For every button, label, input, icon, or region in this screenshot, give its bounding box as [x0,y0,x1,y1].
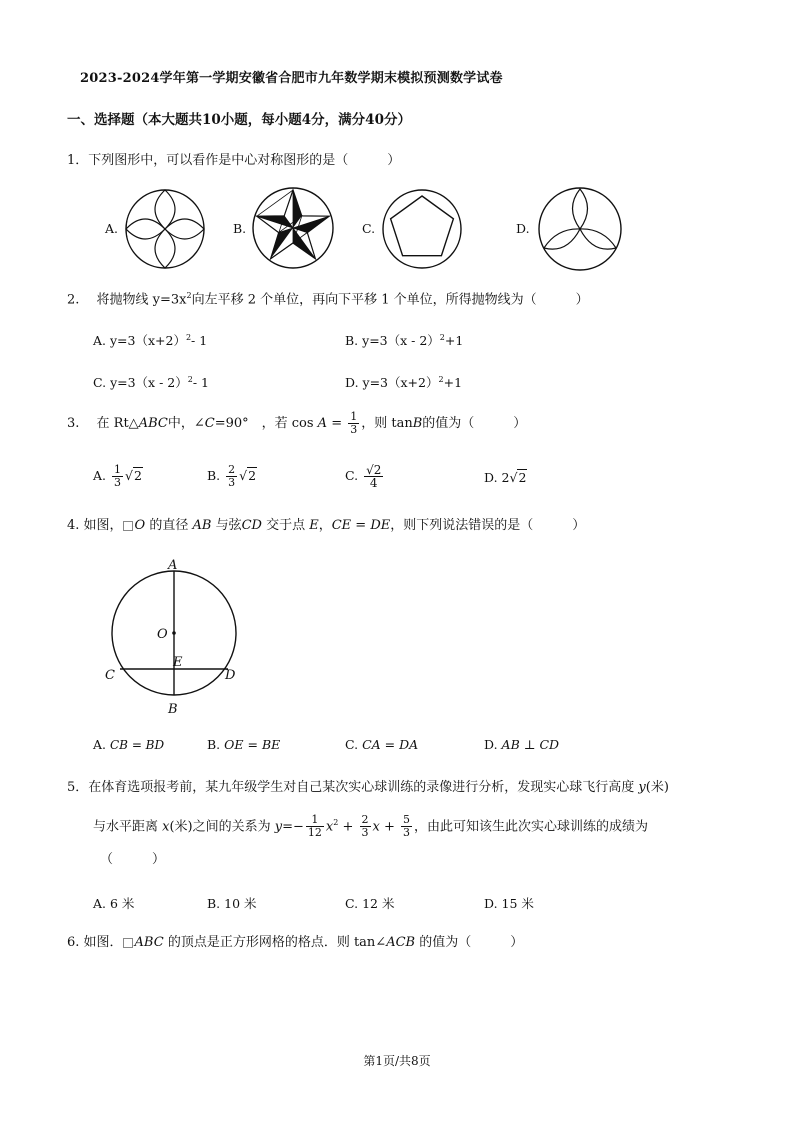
q4-label-e: E [173,655,183,670]
q3-stem-angle-b: B [412,416,423,431]
q3-option-b: B. $\frac{2}{3}$ √2 [207,463,257,489]
q1-option-b-label: B. [233,221,247,236]
q4-stem-ce-de: CE = DE [331,518,391,533]
q2-option-b-exponent: 2 [439,332,445,342]
q4-stem-c: 与弦 [211,518,242,533]
q3-frac-denominator: 3 [350,423,358,436]
q3-option-a-label: A. [93,468,107,483]
q3-stem-angle-a: A [317,416,328,431]
q2-stem-start: 2. 将抛物线 y=3x [67,292,187,308]
q5-line1-b: (米) [645,780,669,795]
q4-option-a-text: CB = BD [110,738,165,752]
q3-stem-a: 3. 在 Rt△ [67,416,139,431]
q2-option-c-text: C. y=3（x - 2） [93,375,188,390]
q1-option-a-label: A. [105,221,119,236]
q5-line3: （ ） [100,852,166,867]
q4-label-d: D [225,668,236,683]
q3-option-d-label: D. [484,470,498,485]
q2-option-a-exponent: 2 [185,332,192,342]
page-footer: 第1页/共8页 [363,1054,431,1068]
q5-eq-exponent: 2 [333,818,339,827]
q3-option-a-radicand: 2 [133,468,142,483]
q3-stem-fraction [348,411,359,436]
q2-option-d-exponent: 2 [438,374,444,384]
q5-f1-numerator: 1 [306,814,324,827]
q4-option-a [93,737,164,752]
q5-line1-y: y [638,780,646,795]
q4-stem-ab: AB [192,518,212,533]
q4-stem [67,517,585,535]
q3-stem-f: 的值为（ ） [422,416,527,431]
section-heading: 一、选择题（本大题共10小题，每小题4分，满分40分） [67,112,411,128]
q4-stem-cd: CD [241,518,262,533]
q5-f3-denominator: 3 [403,826,411,840]
q6-stem [67,934,523,952]
q1-option-d-label: D. [516,221,530,236]
q3-option-a: A. $\frac{1}{3}$ √2 [93,463,142,489]
q3-option-c-denominator: 4 [369,476,378,490]
q2-option-d-text: D. y=3（x+2） [345,375,439,390]
q3-option-a-denominator: 3 [114,476,121,489]
q3-option-c-fraction [364,464,383,489]
q5-f2-numerator: 2 [361,813,369,827]
q5-option-d: D. 15 米 [484,896,534,911]
q6-stem-acb: ACB [386,935,416,950]
q2-option-c-tail: - 1 [192,375,209,390]
q5-eq-plus2: + [379,819,400,835]
q4-label-c: C [105,668,115,683]
q5-eq-y: y [274,819,283,835]
q4-stem-a: 4. 如图， [67,518,123,533]
q4-option-c-text: CA = DA [362,737,419,752]
q4-stem-o: O [134,518,146,533]
q3-stem-c: C [204,416,215,431]
q1-figure-a [120,188,210,270]
q2-option-c [93,373,209,391]
q3-option-c [345,464,385,489]
q3-stem-abc: ABC [138,416,168,431]
q5-option-a: A. 6 米 [93,896,135,911]
q4-option-b-label: B. [207,737,221,752]
q5-eq-x: x [372,819,380,835]
q3-option-b-fraction [226,464,237,489]
q4-option-d-label: D. [484,737,498,752]
q1-option-c-label: C. [362,221,376,236]
q2-option-b [345,331,463,349]
q3-option-b-radicand: 2 [248,468,257,483]
q4-stem-b: 的直径 [145,518,193,533]
q4-label-b: B [168,702,178,717]
q5-eq-plus1: + [338,819,358,835]
q2-option-d [345,373,462,391]
q5-line1-a: 5．在体育选项报考前，某九年级学生对自己某次实心球训练的录像进行分析，发现实心球飞行高度 [67,780,639,795]
q5-f2-denominator: 3 [361,826,369,840]
q4-option-c [345,737,418,752]
q3-option-a-numerator: 1 [114,463,121,476]
q2-option-a-tail: - 1 [191,333,208,348]
q5-option-c: C. 12 米 [345,896,395,911]
q6-stem-a: 6. 如图． [67,935,123,950]
q1-stem: 1．下列图形中，可以看作是中心对称图形的是（ ） [67,153,401,168]
q5-fraction-2 [360,814,371,839]
q4-figure [100,555,250,720]
q4-label-o: O [157,627,168,642]
q3-option-d: D. 2√2 [484,470,527,485]
q5-eq-x2: x [325,819,334,835]
q3-option-b-numerator: 2 [228,463,236,476]
q3-frac-numerator: 1 [350,410,358,423]
q3-option-b-label: B. [207,468,221,483]
q5-line2 [93,814,648,839]
q3-stem [67,411,526,436]
q5-fraction-3 [401,814,412,839]
q4-stem-f: ，则下列说法错误的是（ ） [390,518,586,533]
q1-figure-b [251,186,335,270]
q1-figure-c [381,188,463,270]
exam-title: 2023-2024学年第一学期安徽省合肥市九年数学期末模拟预测数学试卷 [80,71,503,86]
q1-figure-d [537,186,623,272]
q5-fraction-1 [306,814,324,839]
q3-stem-e: ，则 tan [361,416,413,431]
q4-stem-e-point: E [309,518,319,533]
q2-option-c-exponent: 2 [187,374,193,384]
q2-stem [67,287,589,309]
q6-stem-abc: ABC [134,935,164,950]
q5-line2-b: (米)之间的关系为 [169,819,275,835]
q3-stem-b: 中，∠ [167,416,205,431]
q5-line2-a: 与水平距离 [93,819,163,835]
q5-line2-c: ，由此可知该生此次实心球训练的成绩为 [414,819,649,835]
q4-stem-d: 交于点 [261,518,310,533]
q4-option-b-text: OE = BE [224,737,281,752]
q6-stem-c: 的值为（ ） [415,935,524,950]
q2-option-a-text: A. y=3（x+2） [93,333,186,348]
q3-option-c-label: C. [345,468,359,483]
q5-f1-denominator: 12 [307,826,322,840]
q3-option-b-denominator: 3 [228,476,236,489]
q3-stem-d: =90° ，若 cos [214,416,318,431]
q4-stem-e: ， [318,518,332,533]
q2-option-b-tail: +1 [444,333,464,348]
q3-stem-eq: = [327,416,347,431]
q2-option-b-text: B. y=3（x - 2） [345,333,440,348]
q4-option-d-text: AB ⊥ CD [501,737,560,752]
q4-option-c-label: C. [345,737,359,752]
q4-option-d [484,737,559,752]
q3-option-d-radicand: 2 [518,470,527,485]
q5-line2-x: x [162,819,170,835]
q5-f3-numerator: 5 [403,813,411,827]
q2-stem-exponent: 2 [186,291,192,300]
q2-option-d-tail: +1 [443,375,463,390]
q3-option-d-coefficient: 2 [501,470,510,485]
q3-option-c-numerator: √2 [366,463,382,477]
q5-eq-minus: =− [282,819,304,835]
circle-symbol-icon [123,521,133,531]
q4-option-a-label: A. [93,737,107,752]
q4-label-a: A [168,558,178,573]
q5-line1 [67,779,669,797]
q6-stem-b: 的顶点是正方形网格的格点．则 tan∠ [163,935,387,950]
q4-option-b [207,737,280,752]
q3-option-a-fraction [112,464,123,489]
q2-option-a [93,331,207,349]
triangle-symbol-icon [123,938,133,948]
q2-stem-end: 向左平移 2 个单位，再向下平移 1 个单位，所得抛物线为（ ） [191,292,589,308]
q5-option-b: B. 10 米 [207,896,257,911]
